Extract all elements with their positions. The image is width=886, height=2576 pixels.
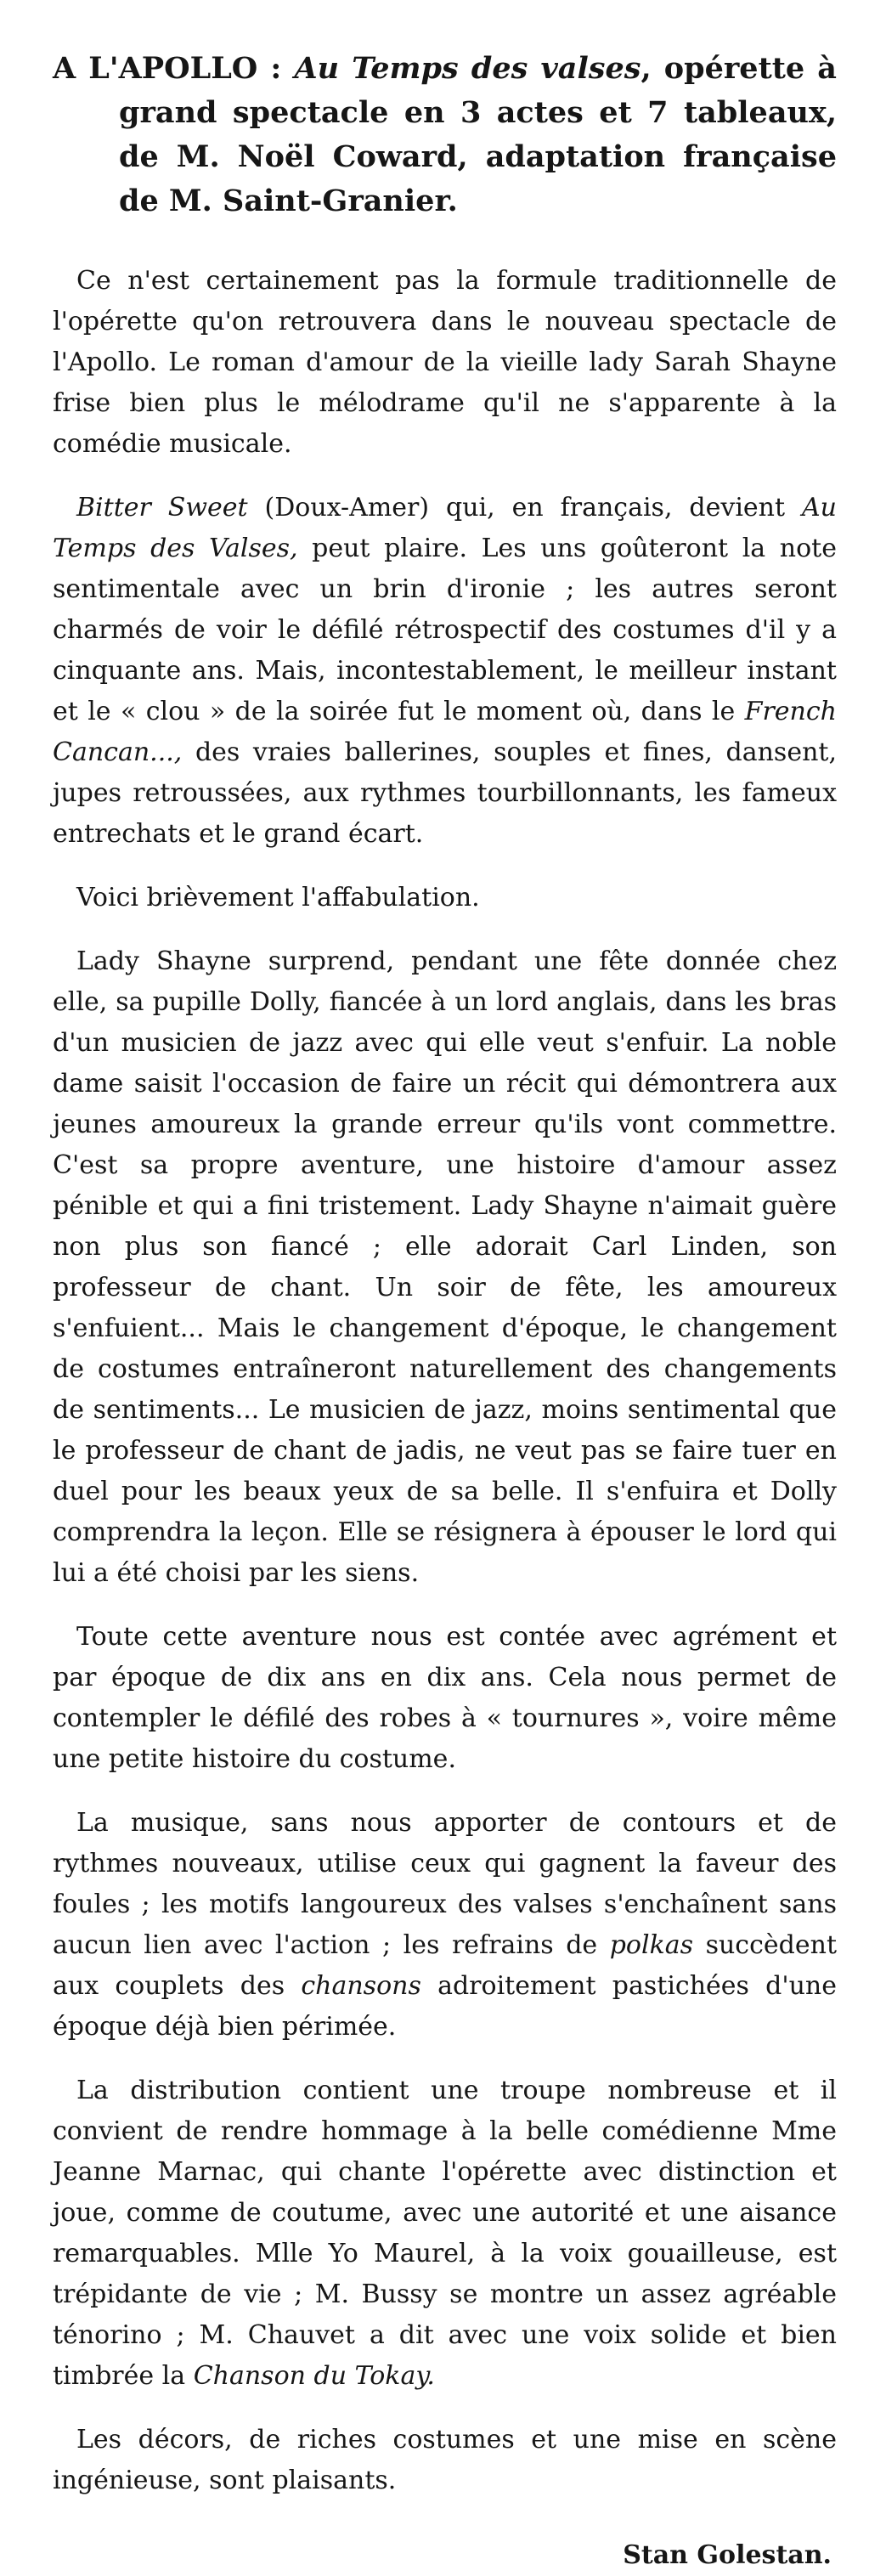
text-segment: adroitement pastichées d'une époque déjà bien périmée. (53, 1971, 838, 2042)
title-au-temps-des-valses: Au Temps des Valses, (53, 493, 837, 563)
paragraph-bitter-sweet (53, 488, 837, 855)
text-segment: La distribution contient une troupe nombreuse et il convient de rendre hommage à la belle comédienne Mme Jeanne Marnac, qui chante l'opérette avec distinction et joue, comme de coutume, avec une autorité et une aisance remarquables. Mlle Yo Maurel, à la voix gouailleuse, est trépidante de vie ; M. Bussy se montre un assez agréable ténorino ; M. Chauvet a dit avec une voix solide et bien timbrée la (53, 2076, 837, 2391)
text-segment: peut plaire. Les uns goûteront la note sentimentale avec un brin d'ironie ; les autres seront charmés de voir le défilé rétrospectif des costumes d'il y a cinquante ans. Mais, incontestablement, le meilleur instant et le « clou » de la soirée fut le moment où, dans le (53, 534, 837, 726)
paragraph-cast (53, 2070, 837, 2397)
heading-details: , opérette à grand spectacle en 3 actes et 7 tableaux, de M. Noël Coward, adaptation française de M. Saint-Granier. (119, 51, 837, 218)
paragraph-plot: Lady Shayne surprend, pendant une fête donnée chez elle, sa pupille Dolly, fiancée à un lord anglais, dans les bras d'un musicien de jazz avec qui elle veut s'enfuir. La noble dame saisit l'occasion de faire un récit qui démontrera aux jeunes amoureux la grande erreur qu'ils vont commettre. C'est sa propre aventure, une histoire d'amour assez pénible et qui a fini tristement. Lady Shayne n'aimait guère non plus son fiancé ; elle adorait Carl Linden, son professeur de chant. Un soir de fête, les amoureux s'enfuient... Mais le changement d'époque, le changement de costumes entraîneront naturellement des changements de sentiments... Le musicien de jazz, moins sentimental que le professeur de chant de jadis, ne veut pas se faire tuer en duel pour les beaux yeux de sa belle. Il s'enfuira et Dolly comprendra la leçon. Elle se résignera à épouser le lord qui lui a été choisi par les siens. (53, 946, 837, 1588)
text-segment: des vraies ballerines, souples et fines, dansent, jupes retroussées, aux rythmes tourbillonnants, les fameux entrechats et le grand écart. (53, 737, 837, 849)
article-heading (53, 47, 837, 223)
paragraph-intro: Ce n'est certainement pas la formule traditionnelle de l'opérette qu'on retrouvera dans le nouveau spectacle de l'Apollo. Le roman d'amour de la vieille lady Sarah Shayne frise bien plus le mélodrame qu'il ne s'apparente à la comédie musicale. (53, 266, 837, 459)
title-chanson-du-tokay: Chanson du Tokay. (193, 2361, 435, 2391)
term-chansons: chansons (301, 1971, 421, 2001)
paragraph-music (53, 1803, 837, 2048)
author-signature: Stan Golestan. (623, 2540, 832, 2570)
paragraph-costumes: Toute cette aventure nous est contée avec agrément et par époque de dix ans en dix ans. Cela nous permet de contempler le défilé des robes à « tournures », voire même une petite histoire du costume. (53, 1622, 837, 1774)
text-segment: succèdent aux couplets des (53, 1930, 837, 2001)
heading-show-title: Au Temps des valses (294, 51, 641, 86)
term-polkas: polkas (609, 1930, 694, 1960)
title-bitter-sweet: Bitter Sweet (76, 493, 248, 523)
text-segment: La musique, sans nous apporter de contours et de rythmes nouveaux, utilise ceux qui gagnent la faveur des foules ; les motifs langoureux des valses s'enchaînent sans aucun lien avec l'action ; les refrains de (53, 1808, 837, 1960)
text-segment: (Doux-Amer) qui, en français, devient (247, 493, 802, 523)
paragraph-affabulation: Voici brièvement l'affabulation. (76, 883, 480, 912)
title-french-cancan: French Cancan..., (53, 697, 837, 767)
paragraph-decor: Les décors, de riches costumes et une mise en scène ingénieuse, sont plaisants. (53, 2425, 837, 2495)
heading-venue: A L'APOLLO : (53, 51, 295, 86)
